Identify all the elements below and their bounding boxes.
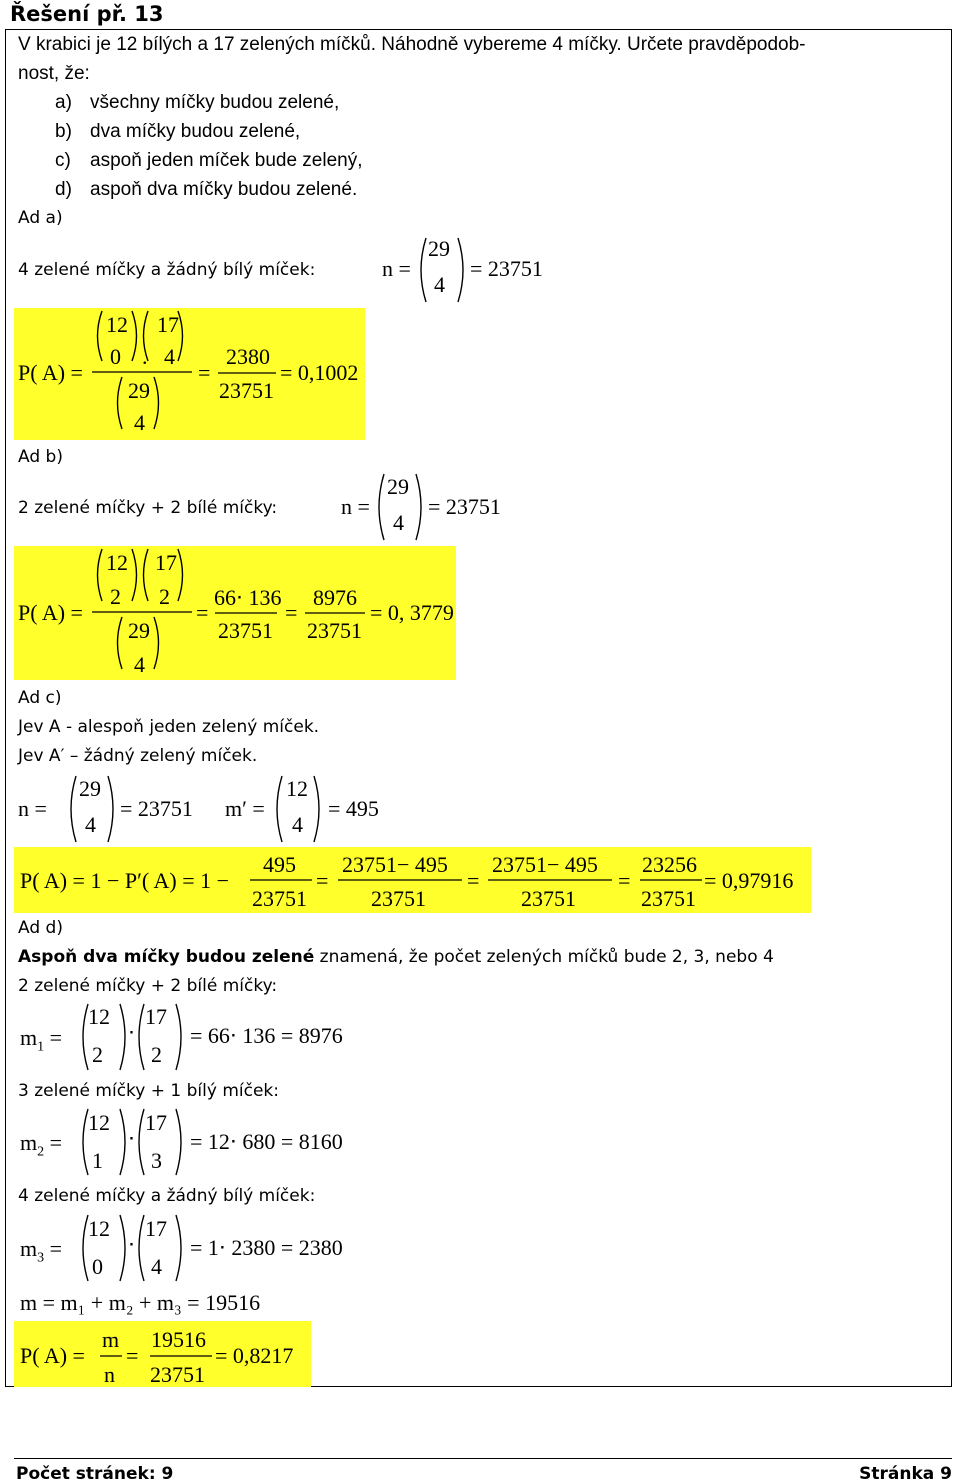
part-d-frac-lines	[100, 1355, 220, 1359]
part-c-n-eq: n =	[18, 796, 47, 821]
part-b-n-binom-bottom: 4	[393, 510, 404, 535]
part-c-p-label: P( A) = 1 − P′( A) = 1 −	[20, 868, 230, 893]
m1-letter: m	[20, 1025, 38, 1050]
part-b-n-binom-top: 29	[387, 474, 409, 499]
part-b-frac2-den: 23751	[307, 618, 362, 643]
m3-dot: ⋅	[128, 1232, 135, 1257]
part-b-n-eq: n =	[341, 494, 370, 519]
part-b-eq1: =	[196, 600, 209, 625]
part-d-case3-label: 4 zelené míčky a žádný bílý míček:	[18, 1186, 316, 1206]
footer-page-number: Stránka 9	[859, 1464, 952, 1484]
part-c-frac2-num: 23751− 495	[342, 852, 448, 877]
part-c-frac3-den: 23751	[521, 886, 576, 911]
footer-divider	[14, 1458, 952, 1459]
m1-binom1-bottom: 2	[92, 1042, 103, 1067]
task-c-text: aspoň jeden míček bude zelený,	[90, 150, 363, 171]
part-b-p-label: P( A) =	[18, 600, 83, 625]
part-c-n-binom-top: 29	[79, 776, 101, 801]
part-d-m1-label: $m_1$ =	[20, 1025, 63, 1055]
part-a-frac-num: 2380	[226, 344, 270, 369]
m3-sub: 3	[37, 1250, 45, 1266]
part-a-heading: Ad a)	[18, 208, 63, 228]
m3-binom2-top: 17	[145, 1216, 167, 1241]
part-c-result: = 0,97916	[704, 868, 794, 893]
part-d-explanation-bold: Aspoň dva míčky budou zelené	[18, 947, 315, 967]
part-d-explanation	[18, 947, 774, 967]
task-b-letter: b)	[55, 121, 72, 142]
part-c-frac4-den: 23751	[641, 886, 696, 911]
part-b-case-label: 2 zelené míčky + 2 bílé míčky:	[18, 498, 278, 518]
part-a-case-label: 4 zelené míčky a žádný bílý míček:	[18, 260, 316, 280]
part-a-den-binom-bottom: 4	[134, 410, 145, 435]
part-d-m3-label: $m_3$ =	[20, 1236, 63, 1266]
task-d-letter: d)	[55, 179, 72, 200]
part-c-eq1: =	[316, 868, 329, 893]
part-b-result: = 0, 3779	[370, 600, 454, 625]
part-b-frac1-den: 23751	[218, 618, 273, 643]
part-b-den-binom-bottom: 4	[134, 652, 145, 677]
m3-letter: m	[20, 1236, 38, 1261]
part-a-result: = 0,1002	[280, 360, 359, 385]
part-d-m2-result: = 12⋅ 680 = 8160	[190, 1129, 343, 1154]
part-a-n-binom-bottom: 4	[434, 272, 445, 297]
part-a-frac-line	[218, 372, 278, 376]
m2-sub: 2	[37, 1144, 45, 1160]
part-c-n-result: = 23751	[120, 796, 193, 821]
part-a-dot: .	[142, 344, 148, 369]
m1-binom2-top: 17	[145, 1004, 167, 1029]
part-c-frac1-den: 23751	[252, 886, 307, 911]
part-c-m-binom-top: 12	[286, 776, 308, 801]
m3-binom1-top: 12	[88, 1216, 110, 1241]
m1-binom2-bottom: 2	[151, 1042, 162, 1067]
part-d-frac2-num: 19516	[151, 1327, 206, 1352]
m3-binom1-bottom: 0	[92, 1254, 103, 1279]
part-c-m-eq: m′ =	[225, 796, 265, 821]
task-a-text: všechny míčky budou zelené,	[90, 92, 340, 113]
part-b-heading: Ad b)	[18, 447, 63, 467]
problem-text-line2: nost, že:	[18, 63, 90, 84]
part-d-heading: Ad d)	[18, 918, 63, 938]
part-b-frac2-line	[305, 612, 369, 616]
part-d-result: = 0,8217	[215, 1343, 294, 1368]
part-b-binom1-bottom: 2	[110, 584, 121, 609]
part-b-frac1-line	[215, 612, 279, 616]
part-c-eq3: =	[618, 868, 631, 893]
footer-page-count: Počet stránek: 9	[16, 1464, 174, 1484]
problem-text-line1: V krabici je 12 bílých a 17 zelených míčků. Náhodně vybereme 4 míčky. Určete pravděpodob-	[18, 34, 806, 55]
m1-sub: 1	[37, 1039, 45, 1055]
m1-dot: ⋅	[128, 1020, 135, 1045]
part-c-eq2: =	[467, 868, 480, 893]
part-d-p-label: P( A) =	[20, 1343, 85, 1368]
part-d-frac1-num: m	[102, 1327, 120, 1352]
task-a-letter: a)	[55, 92, 72, 113]
part-b-n-result: = 23751	[428, 494, 501, 519]
part-a-binom2-top: 17	[157, 312, 179, 337]
part-c-line1: Jev A - alespoň jeden zelený míček.	[18, 717, 320, 737]
part-d-sum: m = m₁ + m₂ + m₃ = 19516	[20, 1290, 261, 1315]
task-d-text: aspoň dva míčky budou zelené.	[90, 179, 358, 200]
m3-binom2-bottom: 4	[151, 1254, 162, 1279]
part-a-binom1-bottom: 0	[110, 344, 121, 369]
part-a-binom1-top: 12	[106, 312, 128, 337]
part-c-n-binom-bottom: 4	[85, 812, 96, 837]
part-b-eq2: =	[285, 600, 298, 625]
part-c-frac1-num: 495	[263, 852, 296, 877]
part-d-m1-result: = 66⋅ 136 = 8976	[190, 1023, 343, 1048]
m2-binom1-bottom: 1	[92, 1148, 103, 1173]
part-a-den-binom-top: 29	[128, 378, 150, 403]
part-b-den-binom-top: 29	[128, 618, 150, 643]
part-c-heading: Ad c)	[18, 688, 62, 708]
part-c-m-result: = 495	[328, 796, 379, 821]
content-frame	[5, 29, 952, 1387]
part-a-binom2-bottom: 4	[164, 344, 175, 369]
part-c-m-binom-bottom: 4	[292, 812, 303, 837]
part-a-eq1: =	[198, 360, 211, 385]
part-d-frac1-den: n	[104, 1362, 115, 1387]
part-d-explanation-rest: znamená, že počet zelených míčků bude 2, 3, nebo 4	[314, 947, 774, 967]
task-c-letter: c)	[55, 150, 71, 171]
page-title: Řešení př. 13	[10, 2, 164, 26]
part-c-frac3-num: 23751− 495	[492, 852, 598, 877]
part-d-m2-label: $m_2$ =	[20, 1130, 63, 1160]
part-c-line2: Jev A′ – žádný zelený míček.	[18, 746, 258, 766]
m2-dot: ⋅	[128, 1126, 135, 1151]
m2-binom2-top: 17	[145, 1110, 167, 1135]
part-c-frac4-num: 23256	[642, 852, 697, 877]
part-a-n-result: = 23751	[470, 256, 543, 281]
m2-binom1-top: 12	[88, 1110, 110, 1135]
part-b-frac1-num: 66⋅ 136	[214, 585, 282, 610]
part-d-frac2-den: 23751	[150, 1362, 205, 1387]
part-a-p-label: P( A) =	[18, 360, 83, 385]
part-b-binom2-bottom: 2	[159, 584, 170, 609]
part-b-frac2-num: 8976	[313, 585, 357, 610]
part-c-frac2-den: 23751	[371, 886, 426, 911]
part-d-case1-label: 2 zelené míčky + 2 bílé míčky:	[18, 976, 278, 996]
part-a-n-eq: n =	[382, 256, 411, 281]
part-b-binom1-top: 12	[106, 550, 128, 575]
m2-letter: m	[20, 1130, 38, 1155]
part-d-m3-result: = 1⋅ 2380 = 2380	[190, 1235, 343, 1260]
part-b-binom2-top: 17	[155, 550, 177, 575]
m2-binom2-bottom: 3	[151, 1148, 162, 1173]
part-a-n-binom-top: 29	[428, 236, 450, 261]
m1-binom1-top: 12	[88, 1004, 110, 1029]
task-b-text: dva míčky budou zelené,	[90, 121, 301, 142]
part-a-frac-den: 23751	[219, 378, 274, 403]
part-d-eq1: =	[126, 1343, 139, 1368]
part-d-case2-label: 3 zelené míčky + 1 bílý míček:	[18, 1081, 279, 1101]
